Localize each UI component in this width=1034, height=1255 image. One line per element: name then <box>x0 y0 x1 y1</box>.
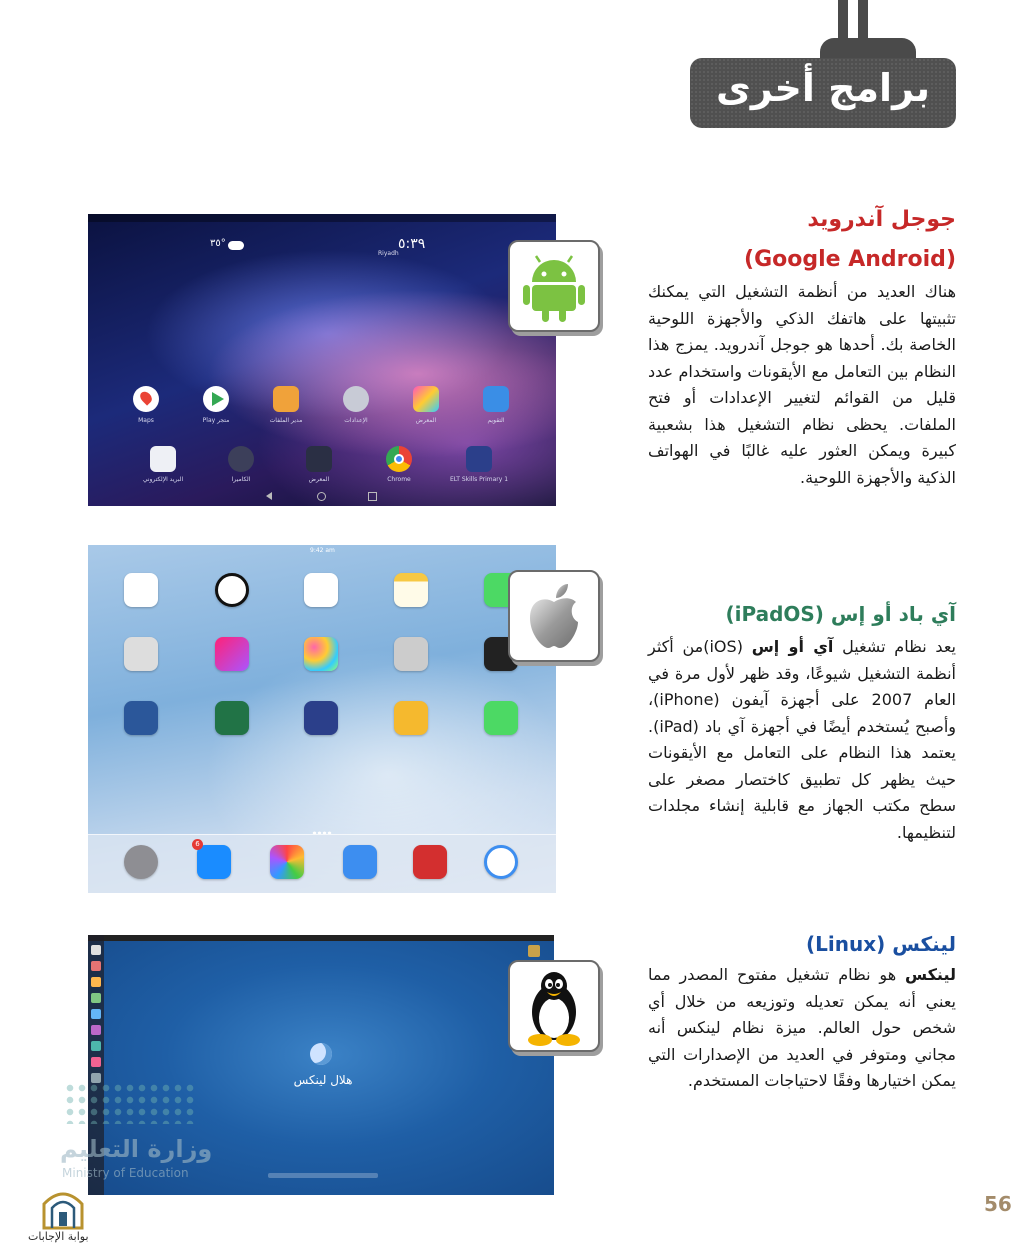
linux-top-bar <box>88 935 554 941</box>
crescent-moon-icon <box>310 1043 332 1065</box>
elt-app-icon[interactable] <box>466 446 492 472</box>
calendar-app-icon[interactable] <box>124 573 158 607</box>
app-label-camera: الكاميرا <box>231 476 251 483</box>
music-app-icon[interactable] <box>215 637 249 671</box>
ipados-body-post: (iOS)من أكثر أنظمة التشغيل شيوعًا، وقد ظهر لأول مرة في العام 2007 على أجهزة آيفون (iPhone)، وأصبح يُستخدم أيضًا في أجهزة آي باد (iPad). يعتمد هذا النظام على التعامل مع الأيقونات حيث يظهر كل تطبيق كاختصار مصغر على سطح مكتب الجهاز مع قابلية إنشاء مجلدات لتنظيمها. <box>648 637 957 842</box>
linux-body <box>648 962 956 1095</box>
launcher-icon-6[interactable] <box>91 1025 101 1035</box>
linux-section <box>648 930 956 1095</box>
app-label-gallery2: المعرض <box>308 476 330 483</box>
apple-logo-icon <box>510 572 598 660</box>
camera-icon[interactable] <box>228 446 254 472</box>
app-label-elt: ELT Skills Primary 1 <box>449 476 509 483</box>
android-temp: ٣٥° <box>210 238 226 249</box>
linux-body-post: هو نظام تشغيل مفتوح المصدر مما يعني أنه يمكن تعديله وتوزيعه من خلال أي شخص حول العالم. ميزة نظام لينكس أنه مجاني ومتوفر في العديد من الإصدارات التي يمكن اختيارها وفقًا لاحتياجات المستخدم. <box>648 965 956 1090</box>
watermark-english: Ministry of Education <box>62 1166 189 1180</box>
clock-app-icon[interactable] <box>215 573 249 607</box>
camera-app-icon[interactable] <box>124 637 158 671</box>
ipados-body-bold: آي أو إس <box>751 637 834 656</box>
linux-label: هلال لينكس <box>293 1073 353 1087</box>
app-store-icon[interactable] <box>197 845 231 879</box>
android-clock: ٥:٣٩ <box>398 236 426 252</box>
tux-penguin-icon <box>510 962 598 1050</box>
android-screenshot <box>88 214 556 506</box>
app-label-gallery: المعرض <box>415 417 437 424</box>
linux-trash-icon[interactable] <box>528 945 540 957</box>
mail-app-icon[interactable] <box>343 845 377 879</box>
android-heading: جوجل آندرويد <box>807 207 956 232</box>
app-label-maps: Maps <box>138 417 154 424</box>
maps-icon[interactable] <box>133 386 159 412</box>
app-label-files: مدير الملفات <box>269 417 303 424</box>
cloud-icon <box>228 241 244 250</box>
photos-app-icon[interactable] <box>270 845 304 879</box>
settings-app-icon[interactable] <box>124 845 158 879</box>
ipados-body-pre: يعد نظام تشغيل <box>833 637 956 656</box>
excel-app-icon[interactable] <box>215 701 249 735</box>
linux-body-bold: لينكس <box>905 965 956 984</box>
ipad-dock <box>88 834 556 893</box>
app-label-calendar: التقويم <box>487 417 505 424</box>
app-label-email: البريد الإلكتروني <box>142 476 184 483</box>
game-center-icon[interactable] <box>304 637 338 671</box>
reminders-app-icon[interactable] <box>304 573 338 607</box>
android-subheading: (Google Android) <box>744 247 956 272</box>
launcher-icon-7[interactable] <box>91 1041 101 1051</box>
contacts-app-icon[interactable] <box>394 637 428 671</box>
file-manager-icon[interactable] <box>273 386 299 412</box>
launcher-icon-2[interactable] <box>91 961 101 971</box>
launcher-icon-1[interactable] <box>91 945 101 955</box>
app-store-badge: 6 <box>192 839 203 850</box>
linux-bottom-hint <box>268 1173 378 1178</box>
calendar-icon[interactable] <box>483 386 509 412</box>
safari-app-icon[interactable] <box>484 845 518 879</box>
linux-heading: لينكس (Linux) <box>806 932 956 956</box>
site-logo-icon <box>40 1186 86 1230</box>
email-icon[interactable] <box>150 446 176 472</box>
tips-app-icon[interactable] <box>394 701 428 735</box>
app-label-settings: الإعدادات <box>344 417 368 424</box>
gallery-icon[interactable] <box>413 386 439 412</box>
ipados-body <box>648 634 956 846</box>
android-logo-tile <box>508 240 600 332</box>
section-title-box <box>690 58 956 128</box>
android-location: Riyadh <box>378 250 399 257</box>
android-body: هناك العديد من أنظمة التشغيل التي يمكنك تثبيتها على هاتفك الذكي والأجهزة اللوحية الخاصة بك. أحدها هو جوجل آندرويد. يمزج هذا النظام بين التعامل مع الأيقونات واستخدام عدد قليل من القوائم لتغيير الإعدادات أو فتح الملفات. يحظى نظام التشغيل هذا بشعبية كبيرة ويمكن العثور عليه غالبًا في الهواتف الذكية والأجهزة اللوحية. <box>648 282 956 487</box>
play-store-icon[interactable] <box>203 386 229 412</box>
launcher-icon-3[interactable] <box>91 977 101 987</box>
settings-icon[interactable] <box>343 386 369 412</box>
linux-logo-tile <box>508 960 600 1052</box>
app-label-play: Play متجر <box>202 417 230 424</box>
ministry-dots-logo <box>64 1082 194 1124</box>
watermark-arabic: وزارة التعليم <box>60 1135 213 1163</box>
section-title: برامج أخرى <box>716 66 930 110</box>
ipados-heading: آي باد أو إس (iPadOS) <box>725 602 956 626</box>
apple-logo-tile <box>508 570 600 662</box>
launcher-icon-5[interactable] <box>91 1009 101 1019</box>
home-nav-icon[interactable] <box>317 492 326 501</box>
android-section <box>648 205 956 491</box>
elt-ipad-icon[interactable] <box>304 701 338 735</box>
app-label-chrome: Chrome <box>387 476 411 483</box>
word-app-icon[interactable] <box>124 701 158 735</box>
ipad-time: 9:42 am <box>310 547 335 554</box>
status-bar <box>88 214 556 222</box>
back-nav-icon[interactable] <box>266 492 272 500</box>
page-number: 56 <box>984 1192 1012 1216</box>
ipados-section <box>648 600 956 846</box>
chrome-icon[interactable] <box>386 446 412 472</box>
site-logo-text: بوابة الإجابات <box>28 1230 89 1243</box>
notes-app-icon[interactable] <box>394 573 428 607</box>
launcher-icon-8[interactable] <box>91 1057 101 1067</box>
launcher-icon-4[interactable] <box>91 993 101 1003</box>
facetime-app-icon[interactable] <box>484 701 518 735</box>
ipad-screenshot <box>88 545 556 893</box>
recents-nav-icon[interactable] <box>368 492 377 501</box>
gallery2-icon[interactable] <box>306 446 332 472</box>
photo-booth-icon[interactable] <box>413 845 447 879</box>
android-robot-icon <box>510 242 598 330</box>
